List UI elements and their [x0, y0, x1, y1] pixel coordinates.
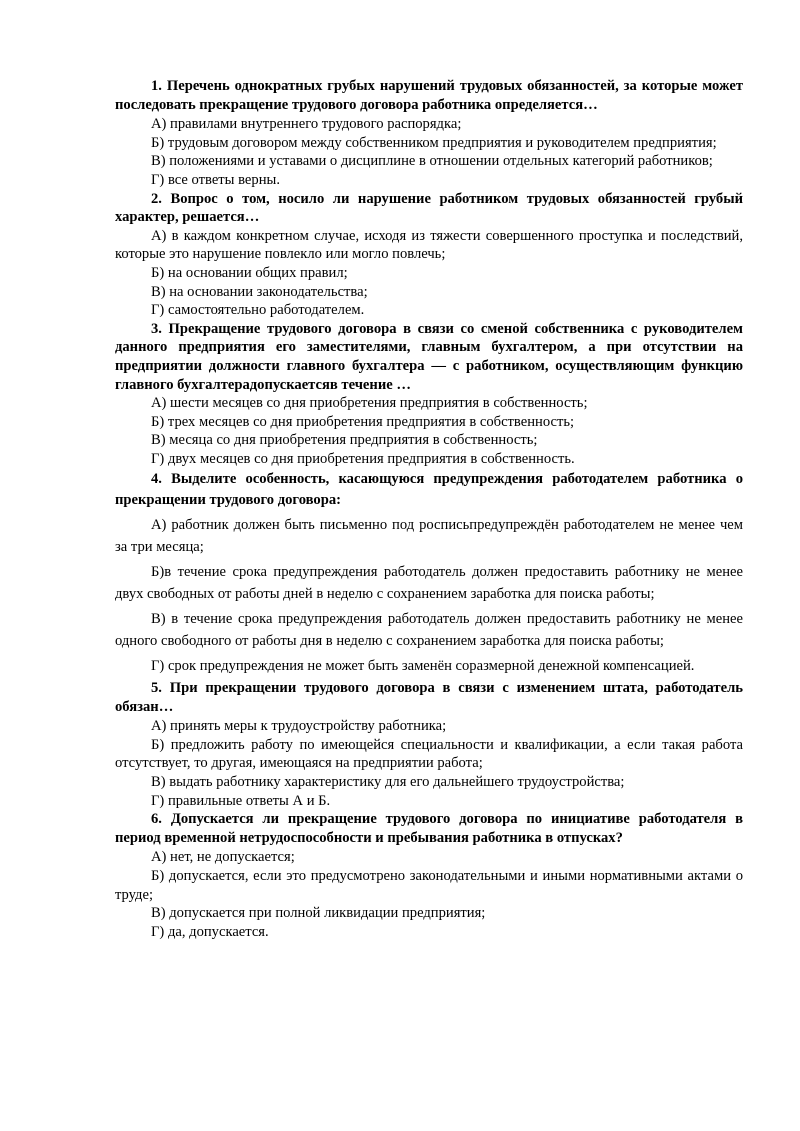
question-1-title: 1. Перечень однократных грубых нарушений трудовых обязанностей, за которые может последовать прекращение трудового договора работника определяется… — [115, 78, 743, 113]
question-5-answer-d: Г) правильные ответы А и Б. — [151, 792, 331, 809]
question-3-title: 3. Прекращение трудового договора в связи со сменой собственника с руководителем данного предприятия его заместителями, главным бухгалтером, а при отсутствии на предприятии должности главного бухгалтера — с работником, осуществляющим функцию главного бухгалтерадопускаетсяв течение … — [115, 320, 743, 393]
question-3-answer-d: Г) двух месяцев со дня приобретения предприятия в собственность. — [151, 450, 575, 467]
question-2-answer-b: Б) на основании общих правил; — [151, 264, 348, 281]
question-1-answer-d: Г) все ответы верны. — [151, 171, 280, 188]
question-4-answer-a: А) работник должен быть письменно под росписьпредупреждён работодателем не менее чем за три месяца; — [115, 517, 743, 555]
question-6-answer-a: А) нет, не допускается; — [151, 849, 295, 866]
document-page — [115, 77, 743, 941]
question-4-answer-d: Г) срок предупреждения не может быть заменён соразмерной денежной компенсацией. — [151, 658, 695, 675]
question-1-answer-a: А) правилами внутреннего трудового распорядка; — [151, 116, 462, 133]
question-5-title: 5. При прекращении трудового договора в связи с изменением штата, работодатель обязан… — [115, 679, 743, 715]
question-3-answer-c: В) месяца со дня приобретения предприятия в собственность; — [151, 432, 538, 449]
question-2-answer-d: Г) самостоятельно работодателем. — [151, 302, 365, 319]
question-6-title: 6. Допускается ли прекращение трудового договора по инициативе работодателя в период временной нетрудоспособности и пребывания работника в отпусках? — [115, 811, 743, 846]
question-4-title: 4. Выделите особенность, касающуюся предупреждения работодателем работника о прекращении трудового договора: — [115, 471, 743, 509]
question-5-answer-b: Б) предложить работу по имеющейся специальности и квалификации, а если такая работа отсутствует, то другая, имеющаяся на предприятии работа; — [115, 736, 743, 772]
question-5-answer-a: А) принять меры к трудоустройству работника; — [151, 718, 447, 735]
question-5-answer-c: В) выдать работнику характеристику для его дальнейшего трудоустройства; — [151, 773, 625, 790]
question-3-answer-a: А) шести месяцев со дня приобретения предприятия в собственность; — [151, 395, 588, 412]
question-4-answer-b: Б)в течение срока предупреждения работодатель должен предоставить работнику не менее двух свободных от работы дней в неделю с сохранением заработка для поиска работы; — [115, 564, 743, 602]
question-3-answer-b: Б) трех месяцев со дня приобретения предприятия в собственность; — [151, 413, 575, 430]
question-1-answer-c: В) положениями и уставами о дисциплине в отношении отдельных категорий работников; — [151, 153, 713, 170]
question-1-answer-b: Б) трудовым договором между собственником предприятия и руководителем предприятия; — [151, 134, 717, 151]
question-6-answer-b: Б) допускается, если это предусмотрено законодательными и иными нормативными актами о труде; — [115, 867, 743, 903]
question-4-answer-c: В) в течение срока предупреждения работодатель должен предоставить работнику не менее одного свободного от работы дня в неделю с сохранением заработка для поиска работы; — [115, 611, 743, 649]
question-2-answer-c: В) на основании законодательства; — [151, 283, 368, 300]
question-2-answer-a: А) в каждом конкретном случае, исходя из тяжести совершенного проступка и последствий, которые это нарушение повлекло или могло повлечь; — [115, 227, 743, 263]
question-2-title: 2. Вопрос о том, носило ли нарушение работником трудовых обязанностей грубый характер, решается… — [115, 190, 743, 226]
question-6-answer-c: В) допускается при полной ликвидации предприятия; — [151, 905, 486, 922]
question-6-answer-d: Г) да, допускается. — [151, 923, 269, 940]
